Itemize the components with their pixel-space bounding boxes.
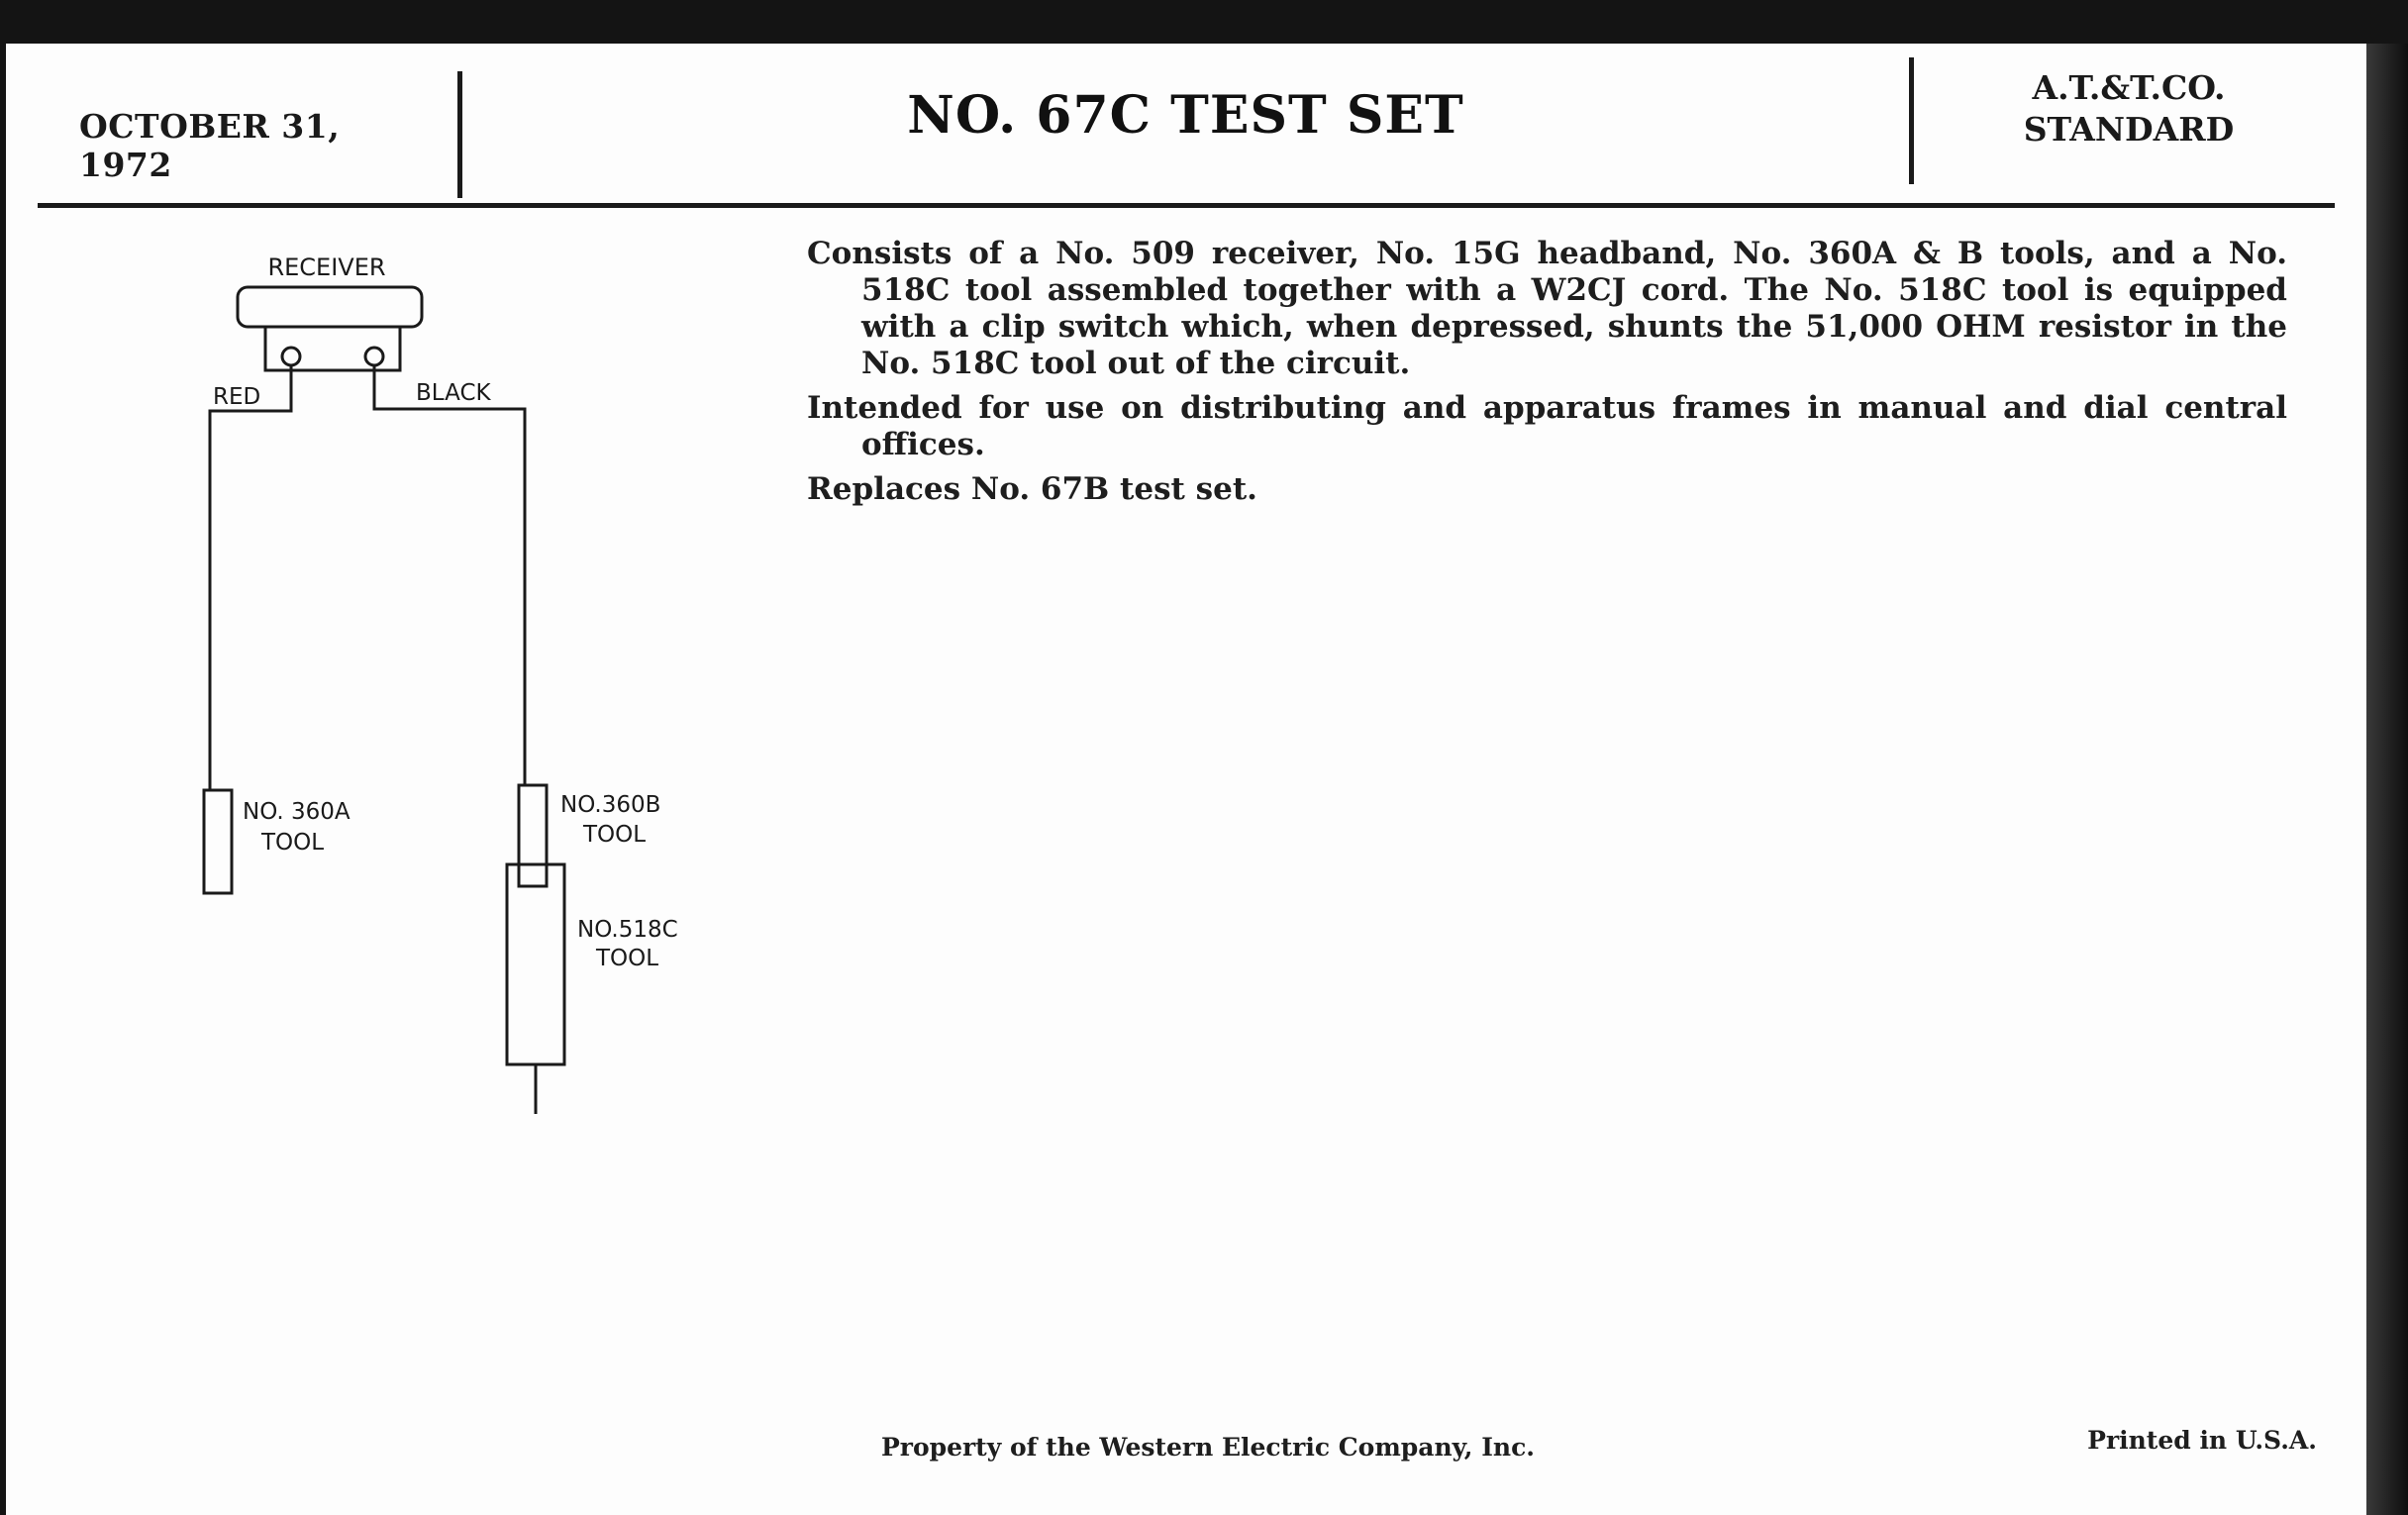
red-wire <box>210 365 291 790</box>
receiver-terminal-red <box>282 348 300 365</box>
tool-360a-label-2: TOOL <box>261 830 325 856</box>
tool-518c-label: NO.518C <box>577 917 678 943</box>
page-title: NO. 67C TEST SET <box>907 85 1464 146</box>
description <box>807 236 2287 516</box>
receiver-terminal-black <box>365 348 383 365</box>
tool-518c <box>507 864 564 1064</box>
tool-360b-label-2: TOOL <box>583 822 647 848</box>
description-paragraph: Replaces No. 67B test set. <box>807 471 1257 507</box>
description-paragraph: Intended for use on distributing and apparatus frames in manual and dial central offices. <box>807 390 2287 462</box>
receiver-body <box>238 287 422 327</box>
black-wire-label: BLACK <box>416 380 491 406</box>
tool-360a <box>204 790 232 893</box>
header-date: OCTOBER 31, 1972 <box>79 107 341 184</box>
tool-518c-label-2: TOOL <box>596 946 659 971</box>
tool-360a-label: NO. 360A <box>243 799 351 825</box>
receiver-label: RECEIVER <box>267 253 386 281</box>
tool-360b-label: NO.360B <box>560 792 661 818</box>
tool-360b <box>519 785 547 886</box>
header-standard-label: STANDARD <box>2023 110 2235 149</box>
black-wire <box>374 365 525 785</box>
red-wire-label: RED <box>213 384 261 410</box>
header-standard-company: A.T.&T.CO. <box>2032 68 2226 107</box>
footer-property: Property of the Western Electric Company, Inc. <box>880 1433 1535 1462</box>
description-paragraph: Consists of a No. 509 receiver, No. 15G headband, No. 360A & B tools, and a No. 518C tool assembled together with a W2CJ cord. The No. 518C tool is equipped with a clip switch which, when depressed, shunts the 51,000 OHM resistor in the No. 518C tool out of the circuit. <box>807 236 2287 381</box>
footer-printed: Printed in U.S.A. <box>2087 1426 2317 1455</box>
